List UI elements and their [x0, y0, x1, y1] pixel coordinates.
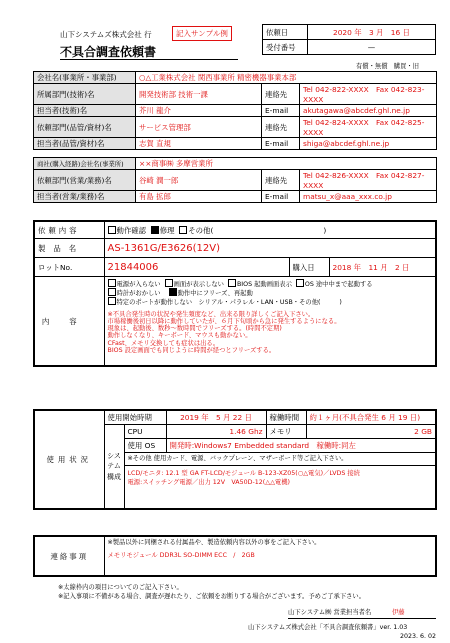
notes-label: 連絡事項 — [34, 536, 104, 576]
trade-person-label: 担当者(営業/業務)名 — [34, 191, 136, 203]
opt-other-label: その他( — [188, 225, 214, 235]
notes-value: メモリモジュール DDR3L SO-DIMM ECC / 2GB — [107, 552, 255, 560]
start-value[interactable]: 2019 年 5 月 22 日 — [166, 410, 266, 425]
notes-cell — [104, 536, 436, 576]
product-value[interactable]: AS-1361G/E3626(12V) — [104, 239, 436, 258]
email-1[interactable]: akutagawa@abcdef.ghl.ne.jp — [300, 105, 437, 117]
checkbox-freeze[interactable] — [169, 288, 177, 296]
origin-person-value[interactable]: 志賀 直規 — [136, 138, 262, 150]
trade-email[interactable]: matsu_x@aaa_xxx.co.jp — [300, 191, 437, 203]
uptime-value[interactable]: 約１ヶ月(不具合発生 6 月 19 日) — [306, 410, 436, 425]
usage-label: 使用状況 — [34, 410, 104, 509]
staff-label: 山下システム㈱ 営業担当者名 — [288, 609, 372, 616]
trade-dept-value[interactable]: 谷崎 潤一郎 — [136, 170, 262, 191]
config-detail — [124, 466, 436, 510]
symptom-line-4: 動作しなくなり、キーボード、マウスも動かない。 — [107, 332, 252, 340]
trade-person-value[interactable]: 有島 拡郎 — [136, 191, 262, 203]
uptime-label: 稼働時間 — [266, 410, 306, 425]
symptoms-cell — [104, 277, 436, 367]
symptom-row-2 — [108, 288, 433, 297]
origin-person-label: 担当者(品管/資材)名 — [34, 138, 136, 150]
sample-badge: 記入サンプル例 — [172, 26, 232, 41]
opt-no-display: 画面が表示しない — [173, 281, 224, 288]
email-2[interactable]: shiga@abcdef.ghl.ne.jp — [300, 138, 437, 150]
trade-table — [33, 157, 437, 203]
symptom-line-2: 市場稼働後初日以降に動作していたが、６月下旬頃から急に発生するようになる。 — [107, 317, 341, 325]
notes-table — [33, 535, 437, 577]
symptom-line-3: 現象は、起動後、数秒〜数時間でフリーズする。(時間不定期) — [107, 325, 282, 333]
config-note: ※その他 使用カード、電源、バックプレーン、マザーボード等ご記入下さい。 — [124, 453, 436, 466]
system-config-label: システム構成 — [104, 425, 124, 510]
opt-other-close: ) — [323, 225, 327, 235]
checkbox-repair[interactable] — [151, 226, 159, 234]
trade-tel-fax[interactable]: Tel 042-826-XXXX Fax 042-827-XXXX — [300, 170, 437, 191]
checkbox-os-partial[interactable] — [296, 279, 304, 287]
purchase-date-label: 購入日 — [289, 258, 329, 277]
requester-table — [33, 71, 437, 150]
person-label: 担当者(技術)名 — [34, 105, 136, 117]
checkbox-port[interactable] — [108, 297, 116, 305]
person-value[interactable]: 芥川 龍介 — [136, 105, 262, 117]
lot-value[interactable]: 21844006 — [104, 258, 289, 277]
checkbox-bios[interactable] — [228, 279, 236, 287]
os-value[interactable]: 開発時:Windows7 Embedded standard 稼働時:同左 — [166, 439, 436, 453]
contact-label: 連絡先 — [262, 84, 300, 105]
request-type-options — [104, 221, 436, 239]
symptoms-label: 内容 — [34, 277, 104, 367]
company-label: 会社名(事業所・事業部) — [34, 72, 136, 84]
receipt-no-value: — — [308, 40, 436, 55]
staff-value[interactable]: 伊藤 — [392, 609, 405, 616]
date-receipt-table — [262, 24, 436, 55]
charge-note: 有償・無償 購買・旧 — [356, 63, 419, 70]
trade-email-label: E-mail — [262, 191, 300, 203]
opt-freeze: 動作中にフリーズ、再起動 — [177, 290, 253, 298]
trade-contact-label: 連絡先 — [262, 170, 300, 191]
origin-dept-value[interactable]: サービス管理部 — [136, 117, 262, 138]
os-label: 使用 OS — [124, 439, 166, 453]
opt-no-power: 電源が入らない — [116, 281, 161, 288]
footer-note-2: ※記入事項に不備がある場合、調査が遅れたり、ご依頼をお断りする場合がございます。予めご了承下さい。 — [58, 593, 366, 600]
start-label: 使用開始時期 — [104, 410, 166, 425]
opt-repair-label: 修理 — [159, 225, 175, 235]
notes-hint: ※製品以外に同梱される付属品や、製造依頼内容以外の事をご記入下さい。 — [107, 539, 321, 546]
opt-operation-label: 動作確認 — [116, 225, 147, 235]
mem-label: メモリ — [266, 425, 306, 439]
lot-label: ロットNo. — [34, 258, 104, 277]
trade-dept-label: 依頼部門(営業/業務)名 — [34, 170, 136, 191]
checkbox-other[interactable] — [179, 226, 187, 234]
config-line-1: LCD/モニタ: 12.1 型 GA FT-LCD/モジュール B-123-XZ05(○△電気)／LVDS 接続 — [127, 470, 360, 477]
trade-company-label: 商社(購入経路)会社名(事業所) — [34, 158, 136, 170]
receipt-no-label: 受付番号 — [263, 40, 308, 55]
opt-bios: BIOS 起動画面表示 — [236, 281, 292, 288]
mem-value[interactable]: 2 GB — [306, 425, 436, 439]
company-value[interactable]: ○△工業株式会社 関西事業所 精密機器事業本部 — [136, 72, 437, 84]
title-underline — [60, 59, 238, 60]
checkbox-operation[interactable] — [108, 226, 116, 234]
symptom-line-5: CFast、メモリ交換しても症状は出る。 — [107, 339, 220, 347]
product-label: 製品名 — [34, 239, 104, 258]
addressee: 山下システムズ株式会社 行 — [60, 30, 152, 39]
opt-clock: 時計がおかしい — [116, 290, 161, 298]
dept-label: 所属部門(技術)名 — [34, 84, 136, 105]
opt-os-partial: OS 途中中まで起動する — [304, 281, 373, 288]
tel-fax-1[interactable]: Tel 042-822-XXXX Fax 042-823-XXXX — [300, 84, 437, 105]
email-label-2: E-mail — [262, 138, 300, 150]
checkbox-no-power[interactable] — [108, 279, 116, 287]
symptom-line-1: ※不具合発生時の状況や発生頻度など、出来る限り詳しくご記入下さい。 — [107, 310, 315, 318]
footer-date-line: 2023. 6. 02 — [400, 633, 437, 640]
form-title: 不具合調査依頼書 — [60, 45, 157, 59]
symptom-line-6: BIOS 設定画面でも同じように時間が経つとフリーズする。 — [107, 346, 276, 354]
trade-company-value[interactable]: ××商事㈱ 多摩営業所 — [136, 158, 437, 170]
staff-underline — [288, 618, 436, 619]
checkbox-no-display[interactable] — [165, 279, 173, 287]
request-date-value[interactable]: 2020 年 3 月 16 日 — [308, 25, 436, 40]
dept-value[interactable]: 開発技術部 技術一課 — [136, 84, 262, 105]
footer-note-1: ※太線枠内の項目についてのご記入下さい。 — [58, 584, 183, 591]
request-type-label: 依頼内容 — [34, 221, 104, 239]
request-date-label: 依頼日 — [263, 25, 308, 40]
usage-table — [33, 409, 437, 510]
opt-port: 特定のポートが動作しない シリアル・パラレル・LAN・USB・その他( ) — [116, 299, 342, 307]
cpu-value[interactable]: 1.46 Ghz — [166, 425, 266, 439]
purchase-date-value[interactable]: 2018 年 11 月 2 日 — [329, 258, 436, 277]
checkbox-clock[interactable] — [108, 288, 116, 296]
origin-dept-label: 依頼部門(品管/資材)名 — [34, 117, 136, 138]
footer-company-line: 山下システムズ株式会社「不具合調査依頼書」ver. 1.03 — [248, 624, 408, 631]
contact-label-2: 連絡先 — [262, 117, 300, 138]
tel-fax-2[interactable]: Tel 042-824-XXXX Fax 042-825-XXXX — [300, 117, 437, 138]
symptom-row-3 — [108, 297, 433, 306]
email-label: E-mail — [262, 105, 300, 117]
cpu-label: CPU — [124, 425, 166, 439]
request-table — [33, 220, 437, 367]
config-line-2: 電源:スイッチング電源／出力 12V VA50D-12(△△電機) — [127, 479, 290, 487]
symptom-row-1 — [108, 279, 433, 288]
